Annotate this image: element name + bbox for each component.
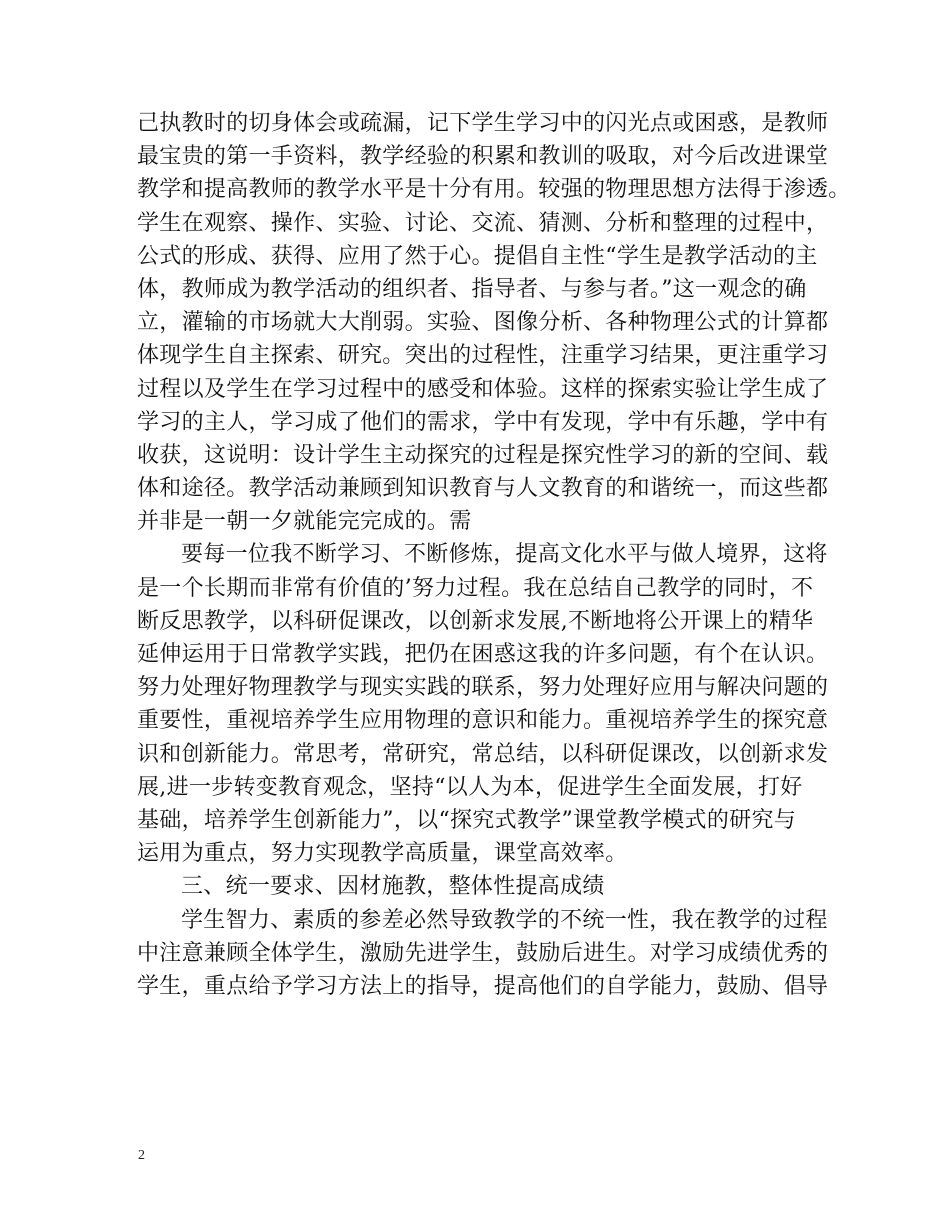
text-line: 收获，这说明：设计学生主动探究的过程是探究性学习的新的空间、载 bbox=[137, 442, 829, 468]
page-number: 2 bbox=[138, 1148, 145, 1163]
text-line: 体，教师成为教学活动的组织者、指导者、与参与者。”这一观念的确 bbox=[137, 276, 807, 302]
text-line: 延伸运用于日常教学实践，把仍在困惑这我的许多问题，有个在认识。 bbox=[137, 642, 829, 667]
text-line: 己执教时的切身体会或疏漏，记下学生学习中的闪光点或困惑，是教师 bbox=[137, 111, 829, 136]
text-line: 基础，培养学生创新能力”，以“探究式教学”课堂教学模式的研究与 bbox=[137, 807, 797, 833]
text-line: 立，灌输的市场就大大削弱。实验、图像分析、各种物理公式的计算都 bbox=[137, 310, 829, 336]
body-text bbox=[137, 107, 851, 1003]
text-line: 学习的主人，学习成了他们的需求，学中有发现，学中有乐趣，学中有 bbox=[137, 409, 829, 435]
text-line: 公式的形成、获得、应用了然于心。提倡自主性“学生是教学活动的主 bbox=[137, 243, 818, 269]
text-line: 重要性，重视培养学生应用物理的意识和能力。重视培养学生的探究意 bbox=[137, 708, 829, 734]
text-line: 是一个长期而非常有价值的’努力过程。我在总结自己教学的同时，不 bbox=[137, 575, 814, 601]
text-line: 教学和提高教师的教学水平是十分有用。较强的物理思想方法得于渗透。 bbox=[137, 177, 851, 203]
text-line: 三、统一要求、因材施教，整体性提高成绩 bbox=[181, 874, 605, 900]
text-line: 体和途径。教学活动兼顾到知识教育与人文教育的和谐统一，而这些都 bbox=[137, 476, 829, 502]
text-line: 识和创新能力。常思考，常研究，常总结，以科研促课改，以创新求发 bbox=[137, 741, 829, 767]
text-line: 展,进一步转变教育观念，坚持“以人为本，促进学生全面发展，打好 bbox=[137, 774, 803, 800]
text-line: 最宝贵的第一手资料，教学经验的积累和教训的吸取，对今后改进课堂 bbox=[137, 144, 829, 170]
text-line: 要每一位我不断学习、不断修炼，提高文化水平与做人境界，这将 bbox=[181, 542, 828, 568]
text-line: 中注意兼顾全体学生，激励先进学生，鼓励后进生。对学习成绩优秀的 bbox=[137, 940, 829, 966]
text-line: 断反思教学，以科研促课改，以创新求发展,不断地将公开课上的精华 bbox=[137, 608, 814, 634]
text-line: 学生在观察、操作、实验、讨论、交流、猜测、分析和整理的过程中， bbox=[137, 210, 829, 236]
text-line: 努力处理好物理教学与现实实践的联系，努力处理好应用与解决问题的 bbox=[137, 675, 829, 701]
text-line: 体现学生自主探索、研究。突出的过程性，注重学习结果，更注重学习 bbox=[137, 343, 829, 369]
text-line: 过程以及学生在学习过程中的感受和体验。这样的探索实验让学生成了 bbox=[137, 376, 829, 402]
text-line: 学生，重点给予学习方法上的指导，提高他们的自学能力，鼓励、倡导 bbox=[137, 973, 829, 999]
text-line: 运用为重点，努力实现教学高质量，课堂高效率。 bbox=[137, 841, 628, 867]
text-line: 学生智力、素质的参差必然导致教学的不统一性，我在教学的过程 bbox=[181, 907, 828, 933]
text-line: 并非是一朝一夕就能完完成的。需 bbox=[137, 509, 472, 535]
